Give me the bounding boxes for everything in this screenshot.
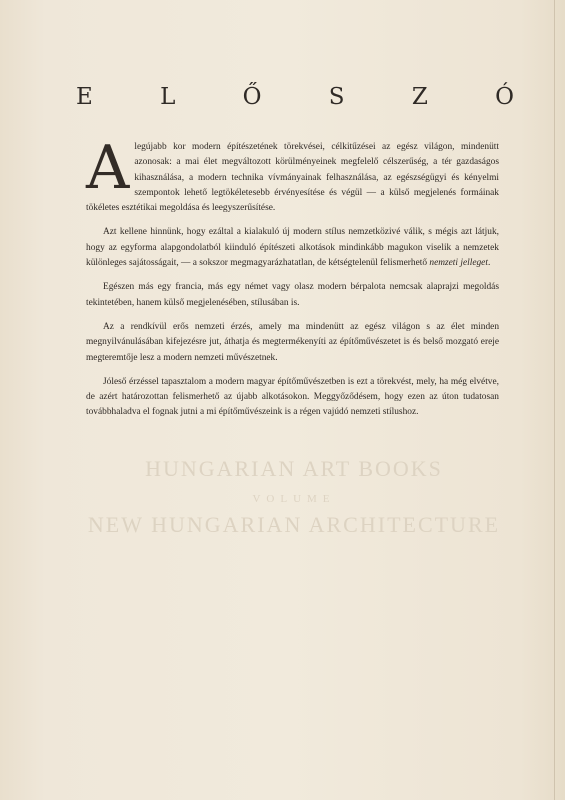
drop-cap: A xyxy=(86,133,130,203)
foreword-text xyxy=(86,133,499,430)
paragraph-3: Egészen más egy francia, más egy német vagy olasz modern bérpalota nemcsak alaprajzi megoldás tekintetében, hanem külső megjelenésében, stílusában is. xyxy=(86,282,499,308)
paragraph-5: Jóleső érzéssel tapasztalom a modern magyar építőművészetben is ezt a törekvést, mely, ha még elvétve, de azért határozottan felismerhető az újabb alkotásokon. Meggyőződésem, hogy ezen az úton tudatosan továbbhaladva el fognak jutni a mi építőművészeink is a régen vajúdó nemzeti stílushoz. xyxy=(86,376,499,418)
title-letter: Ő xyxy=(242,84,264,110)
paragraph-2-text: Azt kellene hinnünk, hogy ezáltal a kialakuló új modern stílus nemzetközivé válik, s mégis azt látjuk, hogy az egyforma alapgondolatból kiinduló építészeti alkotások mindinkább magukon viselik a nemzetek különleges sajátosságait, — a sokszor megmagyarázhatatlan, de kétségtelenül felismerhető xyxy=(86,227,499,269)
paragraph-1 xyxy=(86,133,499,216)
page-edge xyxy=(554,0,555,800)
paragraph-4: Az a rendkívül erős nemzeti érzés, amely ma mindenütt az egész világon s az élet minden megnyilvánulásában kifejezésre jut, áthatja és megtermékenyíti az építőművészetet is és belső mozgató ereje megteremtője lesz a modern nemzeti művészetnek. xyxy=(86,321,499,363)
title-letter: S xyxy=(328,84,347,110)
bleed-through-line-1: HUNGARIAN ART BOOKS xyxy=(145,456,443,481)
paragraph-2-end: . xyxy=(487,258,491,269)
title-letter: E xyxy=(76,84,95,110)
title-letter: Z xyxy=(411,84,430,110)
title-letter: L xyxy=(160,84,178,110)
title-letter: Ó xyxy=(495,84,516,110)
page-title xyxy=(76,84,516,110)
paragraph-2 xyxy=(86,225,499,271)
bleed-through-line-3: NEW HUNGARIAN ARCHITECTURE xyxy=(87,512,501,537)
emphasis-national-character: nemzeti jelleget xyxy=(429,258,488,269)
bleed-through-line-2: VOLUME xyxy=(252,493,336,505)
paragraph-1-text: legújabb kor modern építészetének törekvései, célkitűzései az egész világon, mindenütt azonosak: a mai élet megváltozott körülményeinek megfelelő célszerűség, a tér gazdaságos kihasználása, a modern technika vívmányainak felhasználása, az egészségügyi és kényelmi szempontok lehető legtökéletesebb érvényesítése és végül — a külső megjelenés formáinak tökéletes esztétikai megoldása és leegyszerűsítése. xyxy=(86,142,499,214)
